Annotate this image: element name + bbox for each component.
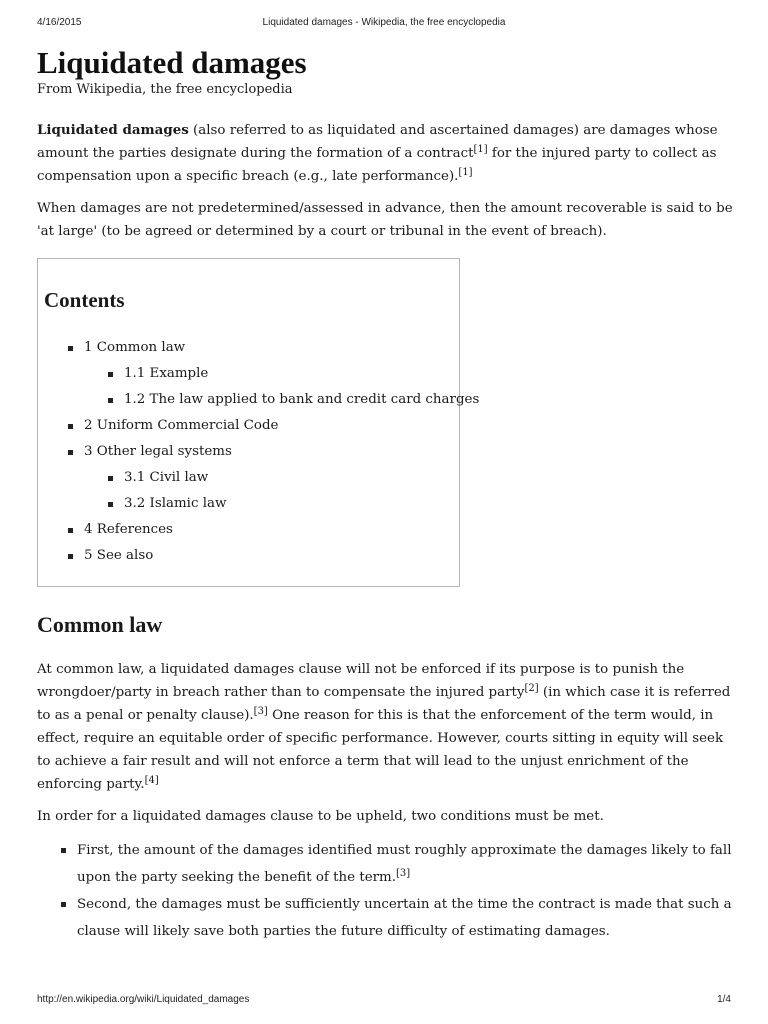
toc-title: Contents xyxy=(44,288,125,312)
toc-item-common-law[interactable]: 1 Common law xyxy=(44,335,454,361)
list-item: First, the amount of the damages identified must roughly approximate the damages likely to fall upon the party seeking the benefit of the term.[3] xyxy=(37,837,737,891)
reference-link[interactable]: [3] xyxy=(395,868,411,879)
page-title: Liquidated damages xyxy=(37,45,307,80)
toc-item-other-systems[interactable]: 3 Other legal systems xyxy=(44,439,454,465)
bullet-icon xyxy=(68,346,73,351)
reference-link[interactable]: [3] xyxy=(253,706,268,717)
toc-item-islamic-law[interactable]: 3.2 Islamic law xyxy=(44,491,454,517)
bullet-icon xyxy=(68,450,73,455)
reference-link[interactable]: [2] xyxy=(524,683,539,694)
print-url: http://en.wikipedia.org/wiki/Liquidated_damages xyxy=(37,994,250,1005)
bullet-icon xyxy=(108,398,113,403)
conditions-intro: In order for a liquidated damages clause to be upheld, two conditions must be met. xyxy=(37,809,604,824)
site-tagline: From Wikipedia, the free encyclopedia xyxy=(37,82,293,97)
toc-item-see-also[interactable]: 5 See also xyxy=(44,543,454,569)
bullet-icon xyxy=(108,476,113,481)
table-of-contents xyxy=(37,258,480,587)
article-content xyxy=(37,44,737,945)
page-number: 1/4 xyxy=(717,994,731,1005)
list-item: Second, the damages must be sufficiently uncertain at the time the contract is made that such a clause will likely save both parties the future difficulty of estimating damages. xyxy=(37,891,737,945)
bullet-icon xyxy=(61,902,66,907)
bullet-icon xyxy=(68,528,73,533)
at-large-paragraph: When damages are not predetermined/assessed in advance, then the amount recoverable is said to be 'at large' (to be agreed or determined by a court or tribunal in the event of breach). xyxy=(37,201,733,239)
toc-item-references[interactable]: 4 References xyxy=(44,517,454,543)
print-page-title: Liquidated damages - Wikipedia, the free encyclopedia xyxy=(262,17,506,28)
reference-link[interactable]: [4] xyxy=(144,775,159,786)
bullet-icon xyxy=(108,502,113,507)
reference-link[interactable]: [1] xyxy=(458,167,473,178)
toc-item-example[interactable]: 1.1 Example xyxy=(44,361,454,387)
intro-text-1: (also referred to as liquidated and ascertained damages) are damages whose amount the parties designate during the formation of a contract xyxy=(37,123,718,161)
intro-term: Liquidated damages xyxy=(37,122,189,138)
reference-link[interactable]: [1] xyxy=(473,144,488,155)
toc-item-bank-charges[interactable]: 1.2 The law applied to bank and credit card charges xyxy=(44,387,454,413)
toc-list xyxy=(44,335,480,569)
bullet-icon xyxy=(68,424,73,429)
print-date: 4/16/2015 xyxy=(37,17,82,28)
toc-item-ucc[interactable]: 2 Uniform Commercial Code xyxy=(44,413,454,439)
conditions-list xyxy=(37,837,737,945)
print-header xyxy=(37,17,731,31)
print-footer xyxy=(37,994,731,1008)
intro-paragraph xyxy=(37,119,737,188)
common-law-paragraph: At common law, a liquidated damages clause will not be enforced if its purpose is to punish the wrongdoer/party in breach rather than to compensate the injured party[2] (in which case it is referred to as a penal or penalty clause).[3] One reason for this is that the enforcement of the term would, in effect, require an equitable order of specific performance. However, courts sitting in equity will seek to achieve a fair result and will not enforce a term that will lead to the unjust enrichment of the enforcing party.[4] xyxy=(37,662,731,792)
bullet-icon xyxy=(68,554,73,559)
bullet-icon xyxy=(108,372,113,377)
intro-text-2: for the injured party to collect as compensation upon a specific breach (e.g., late performance). xyxy=(37,146,717,184)
bullet-icon xyxy=(61,848,66,853)
section-heading-common-law: Common law xyxy=(37,612,163,637)
toc-item-civil-law[interactable]: 3.1 Civil law xyxy=(44,465,454,491)
